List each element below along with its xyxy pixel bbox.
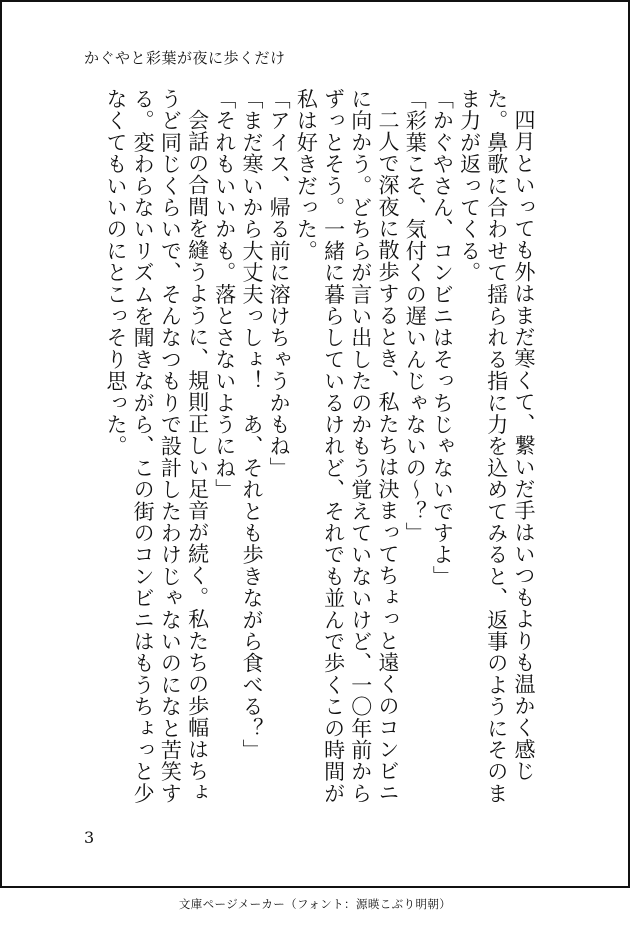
footer-credit: 文庫ページメーカー（フォント：源暎こぶり明朝）: [178, 897, 452, 911]
page-number: 3: [84, 828, 95, 847]
paragraph-dialogue: 「アイス、帰る前に溶けちゃうかもね」: [267, 88, 292, 479]
paragraph-dialogue: 「かぐやさん、コンビニはそっちじゃないですよ」: [430, 88, 455, 588]
running-title: かぐやと彩葉が夜に歩くだけ: [84, 49, 286, 67]
paragraph-narration: 会話の合間を縫うように、規則正しい足音が続く。私たちの歩幅はちょうど同じくらいで、そんなつもりで設計したわけじゃないのになと苦笑する。変わらないリズムを聞きながら、この街のコンビニはもうちょっと少なくてもいいのにとこっそり思った。: [103, 88, 210, 805]
paragraph-dialogue: 「それもいいかも。落とさないようにね」: [212, 88, 237, 501]
paragraph-narration: 四月といっても外はまだ寒くて、繋いだ手はいつもよりも温かく感じた。鼻歌に合わせて揺られる指に力を込めてみると、返事のようにそのまま力が返ってくる。: [457, 88, 536, 805]
paragraph-dialogue: 「彩葉こそ、気付くの遅いんじゃないの〜？」: [403, 88, 428, 544]
paragraph-narration: 二人で深夜に散歩するとき、私たちは決まってちょっと遠くのコンビニに向かう。どちらが言い出したのかもう覚えていないけど、一〇年前からずっとそう。一緒に暮らしているけれど、それでも並んで歩くこの時間が私は好きだった。: [294, 88, 400, 805]
body-text: [67, 88, 537, 816]
paragraph-dialogue: 「まだ寒いから大丈夫っしょ！ あ、それとも歩きながら食べる？」: [239, 88, 264, 761]
